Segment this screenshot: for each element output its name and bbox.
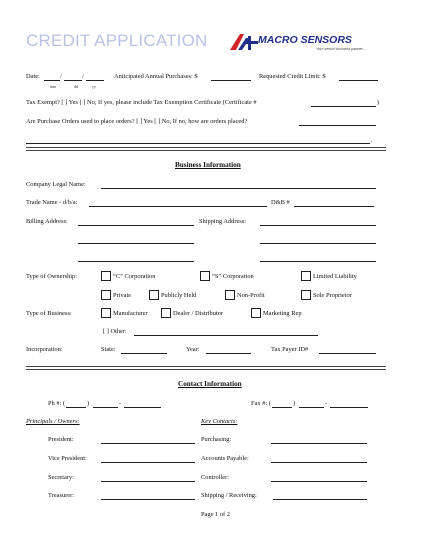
date-dd-hint: dd [74, 84, 78, 89]
dealer-checkbox[interactable] [161, 308, 171, 318]
credit-limit-label: Requested Credit Limit: $ [259, 73, 326, 80]
sole-proprietor-checkbox[interactable] [301, 290, 311, 300]
key-contacts-heading: Key Contacts: [201, 418, 238, 425]
tax-exempt-question: Tax Exempt? [ ] Yes [ ] No, If yes, please include Tax Exemption Certificate (Certificate # [26, 99, 257, 106]
dash: - [119, 400, 122, 407]
ownership-label: Type of Ownership: [26, 273, 78, 280]
president-field[interactable] [101, 443, 195, 444]
shipping-receiving-label: Shipping / Receiving: [201, 492, 257, 499]
legal-name-label: Company Legal Name: [26, 181, 86, 188]
vice-president-label: Vice President: [48, 455, 87, 462]
page-number: Page 1 of 2 [201, 511, 230, 518]
billing-address-field-3[interactable] [78, 261, 194, 262]
llc-option: Limited Liability [313, 273, 357, 280]
fax-number-field[interactable] [330, 407, 368, 408]
dnb-label: D&B # [271, 199, 290, 206]
secretary-field[interactable] [101, 481, 195, 482]
paren: ) [293, 400, 296, 407]
s-corp-option: “S” Corporation [212, 273, 254, 280]
phone-prefix-field[interactable] [93, 407, 118, 408]
paren: ) [87, 400, 90, 407]
credit-limit-field[interactable] [339, 80, 378, 81]
other-business-label: [ ] Other: [103, 328, 127, 335]
manufacturer-option: Manufacturer [113, 310, 148, 317]
state-label: State: [101, 346, 116, 353]
controller-label: Controller: [201, 474, 230, 481]
shipping-receiving-field[interactable] [273, 499, 367, 500]
controller-field[interactable] [271, 481, 367, 482]
year-label: Year: [186, 346, 200, 353]
page-title: CREDIT APPLICATION [26, 31, 208, 50]
contact-info-heading: Contact Information [178, 380, 242, 388]
taxpayer-id-label: Tax Payer ID# [271, 346, 309, 353]
sole-proprietor-option: Sole Proprietor [313, 292, 352, 299]
trade-name-label: Trade Name - d/b/a: [26, 199, 78, 206]
section-divider [26, 147, 386, 151]
shipping-address-label: Shipping Address: [199, 218, 247, 225]
dash: - [325, 400, 328, 407]
paren: ) [377, 99, 380, 106]
tax-certificate-field[interactable] [311, 106, 376, 107]
brand-tagline: Your sensor business partner... [316, 47, 366, 51]
non-profit-option: Non-Profit [237, 292, 265, 299]
marketing-rep-option: Marketing Rep [263, 310, 302, 317]
manufacturer-checkbox[interactable] [101, 308, 111, 318]
section-divider [26, 366, 386, 370]
logo-mark-icon [228, 32, 262, 52]
phone-label: Ph #: ( [48, 400, 66, 407]
brand-name: MACRO SENSORS [258, 34, 352, 46]
phone-number-field[interactable] [124, 407, 161, 408]
s-corp-checkbox[interactable] [200, 271, 210, 281]
vice-president-field[interactable] [101, 462, 195, 463]
billing-address-label: Billing Address: [26, 218, 68, 225]
shipping-address-field-1[interactable] [260, 225, 376, 226]
purchasing-label: Purchasing: [201, 436, 232, 443]
dnb-field[interactable] [294, 206, 374, 207]
billing-address-field-2[interactable] [78, 243, 194, 244]
non-profit-checkbox[interactable] [225, 290, 235, 300]
date-mm-hint: mm [50, 84, 57, 89]
date-year-field[interactable] [86, 80, 104, 81]
dot: . [371, 137, 373, 144]
business-type-label: Type of Business: [26, 310, 72, 317]
phone-area-code-field[interactable] [66, 407, 86, 408]
business-info-heading: Business Information [175, 161, 241, 169]
president-label: President: [48, 436, 74, 443]
public-checkbox[interactable] [149, 290, 159, 300]
date-label: Date: [26, 73, 40, 80]
dealer-option: Dealer / Distributor [173, 310, 224, 317]
marketing-rep-checkbox[interactable] [251, 308, 261, 318]
purchasing-field[interactable] [271, 443, 367, 444]
shipping-address-field-2[interactable] [260, 243, 376, 244]
private-option: Private [113, 292, 132, 299]
company-logo [228, 30, 378, 54]
accounts-payable-label: Accounts Payable: [201, 455, 249, 462]
date-day-field[interactable] [64, 80, 82, 81]
fax-label: Fax #: ( [251, 400, 271, 407]
c-corp-checkbox[interactable] [101, 271, 111, 281]
purchase-orders-question: Are Purchase Orders used to place orders? [ ] Yes [ ] No, If no, how are orders placed? [26, 118, 248, 125]
taxpayer-id-field[interactable] [319, 353, 376, 354]
notes-line[interactable] [26, 143, 370, 144]
c-corp-option: “C” Corporation [113, 273, 156, 280]
shipping-address-field-3[interactable] [260, 261, 376, 262]
fax-area-code-field[interactable] [272, 407, 292, 408]
annual-purchases-label: Anticipated Annual Purchases: $ [114, 73, 198, 80]
treasurer-label: Treasurer: [48, 492, 75, 499]
accounts-payable-field[interactable] [271, 462, 367, 463]
annual-purchases-field[interactable] [211, 80, 251, 81]
fax-prefix-field[interactable] [299, 407, 324, 408]
date-yy-hint: yy [92, 84, 96, 89]
llc-checkbox[interactable] [301, 271, 311, 281]
private-checkbox[interactable] [101, 290, 111, 300]
trade-name-field[interactable] [89, 206, 267, 207]
billing-address-field-1[interactable] [78, 225, 194, 226]
principals-heading: Principals / Owners: [26, 418, 80, 425]
year-field[interactable] [206, 353, 251, 354]
date-month-field[interactable] [44, 80, 60, 81]
public-option: Publicly Held [161, 292, 197, 299]
state-field[interactable] [121, 353, 167, 354]
orders-placed-field[interactable] [299, 125, 376, 126]
secretary-label: Secretary: [48, 474, 74, 481]
treasurer-field[interactable] [101, 499, 195, 500]
legal-name-field[interactable] [101, 188, 376, 189]
other-business-field[interactable] [134, 335, 318, 336]
incorporation-label: Incorporation: [26, 346, 63, 353]
